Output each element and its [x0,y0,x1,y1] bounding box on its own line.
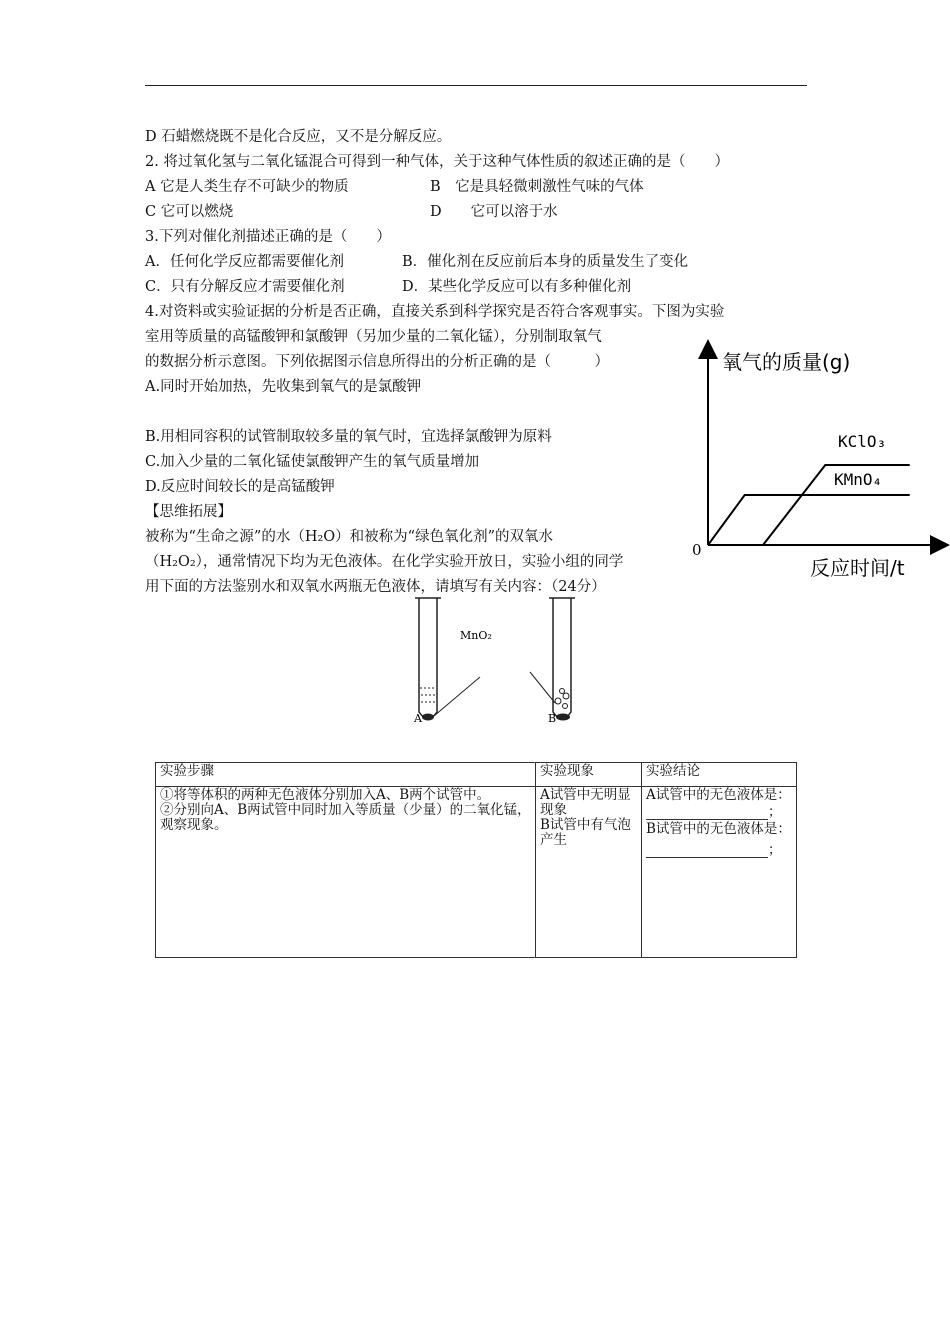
phenomena-cell [536,787,642,958]
q4-stem-line3: 的数据分析示意图。下列依据图示信息所得出的分析正确的是（ ） [145,354,609,370]
q4-option-d: D.反应时间较长的是高锰酸钾 [145,479,335,495]
q1-option-d: D 石蜡燃烧既不是化合反应，又不是分解反应。 [145,129,452,145]
steps-cell [156,787,536,958]
mno2-solid-b [556,714,570,721]
q2-stem: 2. 将过氧化氢与二氧化锰混合可得到一种气体，关于这种气体性质的叙述正确的是（ ） [145,154,729,170]
origin-label: 0 [692,541,702,559]
extension-para-line2: （H₂O₂），通常情况下均为无色液体。在化学实验开放日，实验小组的同学 [145,554,624,570]
conclusion-b-label: B试管中的无色液体是： [646,821,791,837]
q3-stem: 3.下列对催化剂描述正确的是（ ） [145,229,391,245]
q3-option-a: A．任何化学反应都需要催化剂 [145,254,344,270]
q4-option-c: C.加入少量的二氧化锰使氯酸钾产生的氧气质量增加 [145,454,480,470]
table-header-row [156,763,797,787]
step-1: ①将等体积的两种无色液体分别加入A、B两个试管中。 [160,787,491,803]
header-conclusion: 实验结论 [642,763,797,787]
mno2-solid-a [422,714,434,721]
pointer-line-a [434,677,480,716]
step-2: ②分别向A、B两试管中同时加入等质量（少量）的二氧化锰，观察现象。 [160,802,531,833]
q3-option-d: D．某些化学反应可以有多种催化剂 [402,279,632,295]
observation-a: A试管中无明显现象 [540,787,631,818]
table-row [156,787,797,958]
conclusion-a-label: A试管中的无色液体是： [646,787,791,803]
q2-option-d: D 它可以溶于水 [430,204,558,220]
semicolon-a: ； [768,804,782,820]
y-axis-label: 氧气的质量(g) [722,350,851,374]
oxygen-mass-chart [688,335,950,585]
semicolon-b: ； [768,842,782,858]
tube-b-label: B [548,712,557,725]
section-heading: 【思维拓展】 [145,504,232,520]
conclusion-cell [642,787,797,958]
kmno4-series-line [708,495,910,545]
q4-stem-line2: 室用等质量的高锰酸钾和氯酸钾（另加少量的二氧化锰），分别制取氧气 [145,329,602,345]
conclusion-a-blank[interactable] [646,805,768,820]
pointer-line-b [530,672,555,703]
q4-stem-line1: 4.对资料或实验证据的分析是否正确，直接关系到科学探究是否符合客观事实。下图为实验 [145,304,725,320]
header-rule [145,85,807,86]
extension-para-line3: 用下面的方法鉴别水和双氧水两瓶无色液体，请填写有关内容：（24分） [145,579,606,595]
x-axis-label: 反应时间/t [810,556,905,580]
experiment-table [155,762,797,958]
test-tubes-diagram [405,595,605,730]
q2-option-a: A 它是人类生存不可缺少的物质 [145,179,349,195]
q4-option-a: A.同时开始加热，先收集到氧气的是氯酸钾 [145,379,422,395]
kclo3-label: KClO₃ [838,432,887,451]
kmno4-label: KMnO₄ [834,470,883,489]
extension-para-line1: 被称为“生命之源”的水（H₂O）和被称为“绿色氧化剂”的双氧水 [145,529,553,545]
q3-option-c: C．只有分解反应才需要催化剂 [145,279,345,295]
tube-a-label: A [414,712,422,725]
test-tube-a [419,598,437,719]
header-phenomena: 实验现象 [536,763,642,787]
observation-b: B试管中有气泡产生 [540,817,631,848]
q2-option-c: C 它可以燃烧 [145,204,234,220]
header-steps: 实验步骤 [156,763,536,787]
q2-option-b: B 它是具轻微刺激性气味的气体 [430,179,644,195]
q3-option-b: B．催化剂在反应前后本身的质量发生了变化 [402,254,689,270]
conclusion-b-blank[interactable] [646,843,768,858]
q4-option-b: B.用相同容积的试管制取较多量的氧气时，宜选择氯酸钾为原料 [145,429,552,445]
mno2-label: MnO₂ [460,629,492,642]
test-tube-b [553,598,571,719]
